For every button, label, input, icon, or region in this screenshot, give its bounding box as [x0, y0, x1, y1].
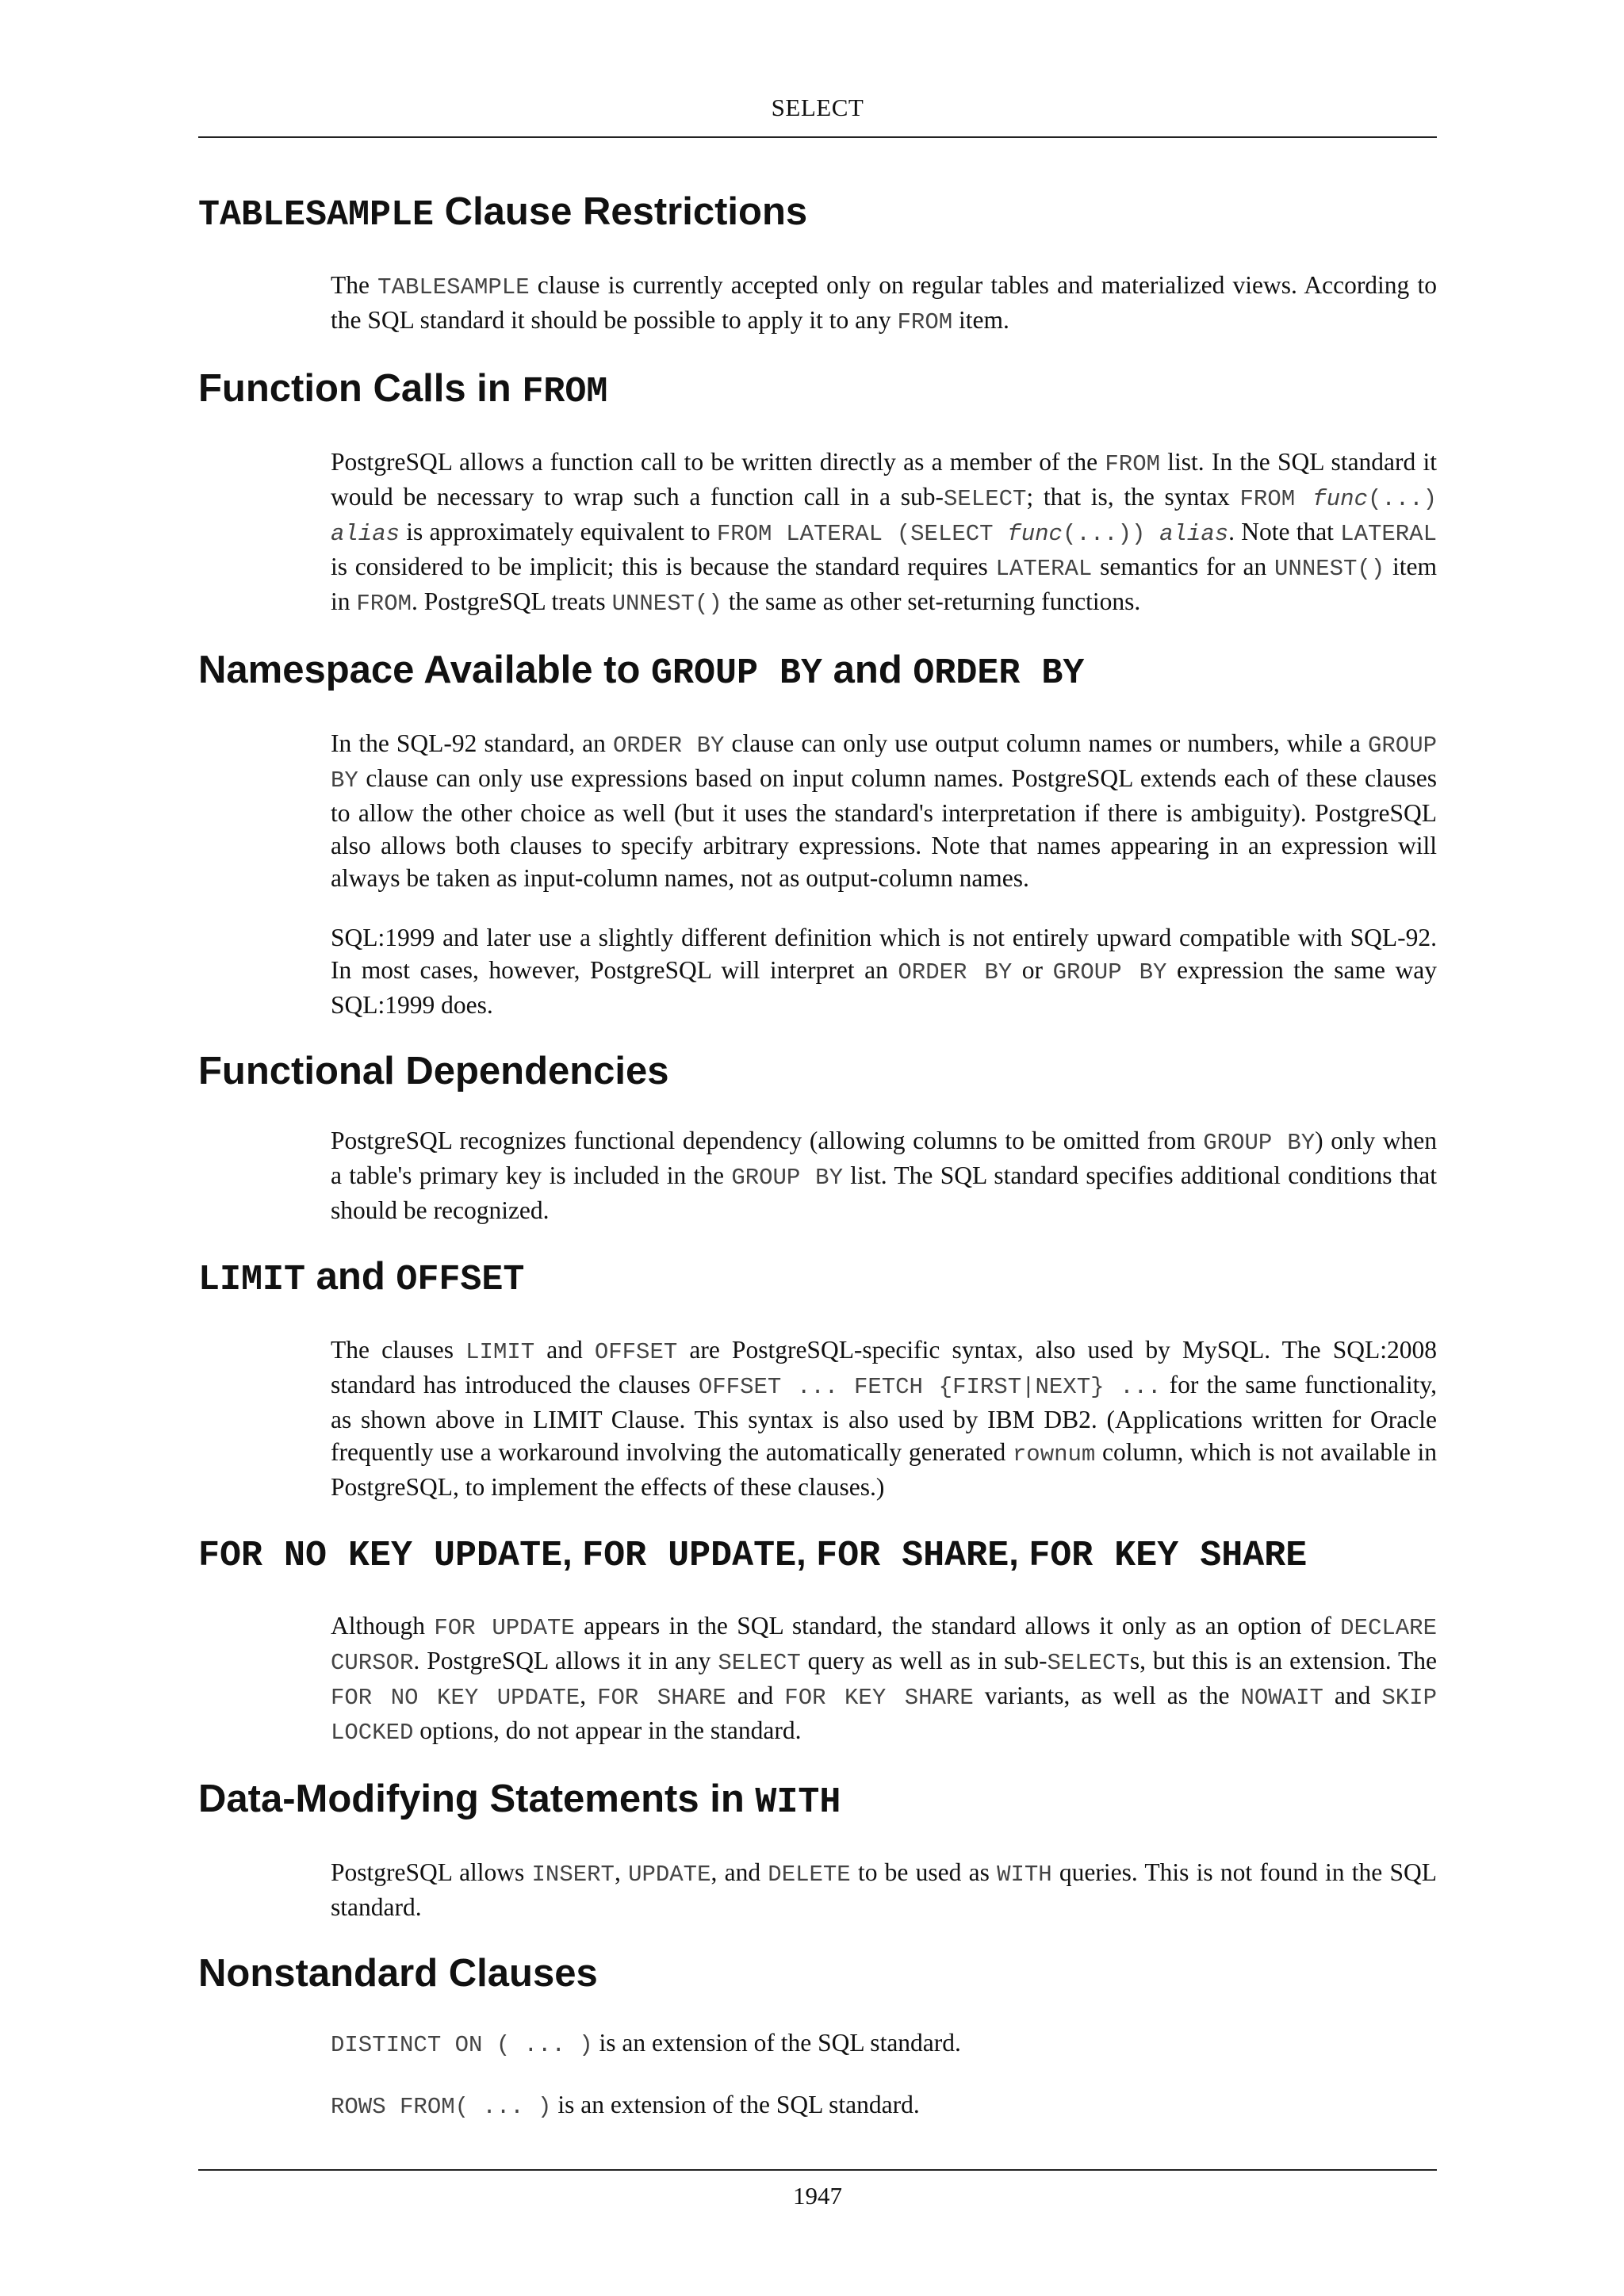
section-namespace-group-order-by [198, 647, 1437, 1021]
running-header: SELECT [771, 94, 864, 121]
section-heading: Namespace Available to GROUP BY and ORDER BY [198, 649, 1085, 694]
paragraph: PostgreSQL allows INSERT, UPDATE, and DELETE to be used as WITH queries. This is not found in the SQL standard. [331, 1858, 1438, 1921]
section-heading: Data-Modifying Statements in WITH [198, 1777, 841, 1823]
section-functional-dependencies [198, 1048, 1437, 1226]
page-content [198, 189, 1437, 2150]
page-number: 1947 [793, 2182, 842, 2210]
paragraph: DISTINCT ON ( ... ) is an extension of the SQL standard. [331, 2029, 961, 2058]
paragraph: The TABLESAMPLE clause is currently accepted only on regular tables and materialized views. According to the SQL standard it should be possible to apply it to any FROM item. [331, 271, 1437, 335]
footer-rule [198, 2169, 1437, 2171]
section-tablesample-restrictions [198, 189, 1437, 339]
paragraph: SQL:1999 and later use a slightly different definition which is not entirely upward compatible with SQL-92. In most cases, however, PostgreSQL will interpret an ORDER BY or GROUP BY expression the same way SQL:1999 does. [331, 924, 1437, 1019]
section-heading: FOR NO KEY UPDATE, FOR UPDATE, FOR SHARE, FOR KEY SHARE [198, 1533, 1308, 1576]
paragraph: ROWS FROM( ... ) is an extension of the SQL standard. [331, 2091, 920, 2120]
section-heading: Nonstandard Clauses [198, 1952, 598, 1995]
paragraph: In the SQL-92 standard, an ORDER BY clause can only use output column names or numbers, while a GROUP BY clause can only use expressions based on input column names. PostgreSQL extends each of these clauses to allow the other choice as well (but it uses the standard's interpretation if there is ambiguity). PostgreSQL also allows both clauses to specify arbitrary expressions. Note that names appearing in an expression will always be taken as input-column names, not as output-column names. [331, 729, 1437, 892]
paragraph: PostgreSQL recognizes functional dependency (allowing columns to be omitted from GROUP BY) only when a table's primary key is included in the GROUP BY list. The SQL standard specifies additional conditions that should be recognized. [331, 1127, 1437, 1224]
section-for-update-variants [198, 1530, 1437, 1749]
paragraph: PostgreSQL allows a function call to be written directly as a member of the FROM list. In the SQL standard it would be necessary to wrap such a function call in a sub-SELECT; that is, the syntax FROM func(...) alias is approximately equivalent to FROM LATERAL (SELECT func(...)) alias. Note that LATERAL is considered to be implicit; this is because the standard requires LATERAL semantics for an UNNEST() item in FROM. PostgreSQL treats UNNEST() the same as other set-returning functions. [331, 448, 1437, 617]
header-rule [198, 136, 1437, 138]
paragraph: Although FOR UPDATE appears in the SQL standard, the standard allows it only as an option of DECLARE CURSOR. PostgreSQL allows it in any SELECT query as well as in sub-SELECTs, but this is an extension. The FOR NO KEY UPDATE, FOR SHARE and FOR KEY SHARE variants, as well as the NOWAIT and SKIP LOCKED options, do not appear in the standard. [331, 1612, 1437, 1746]
section-nonstandard-clauses [198, 1950, 1437, 2123]
section-heading: LIMIT and OFFSET [198, 1255, 525, 1300]
section-function-calls-in-from [198, 365, 1437, 620]
section-data-modifying-with [198, 1776, 1437, 1923]
section-heading: TABLESAMPLE Clause Restrictions [198, 190, 808, 235]
paragraph: The clauses LIMIT and OFFSET are PostgreSQL-specific syntax, also used by MySQL. The SQL:2008 standard has introduced the clauses OFFSET ... FETCH {FIRST|NEXT} ... for the same functionality, as shown above in LIMIT Clause. This syntax is also used by IBM DB2. (Applications written for Oracle frequently use a workaround involving the automatically generated rownum column, which is not available in PostgreSQL, to implement the effects of these clauses.) [331, 1336, 1437, 1501]
section-heading: Functional Dependencies [198, 1050, 669, 1093]
section-heading: Function Calls in FROM [198, 367, 608, 412]
section-limit-and-offset [198, 1253, 1437, 1503]
